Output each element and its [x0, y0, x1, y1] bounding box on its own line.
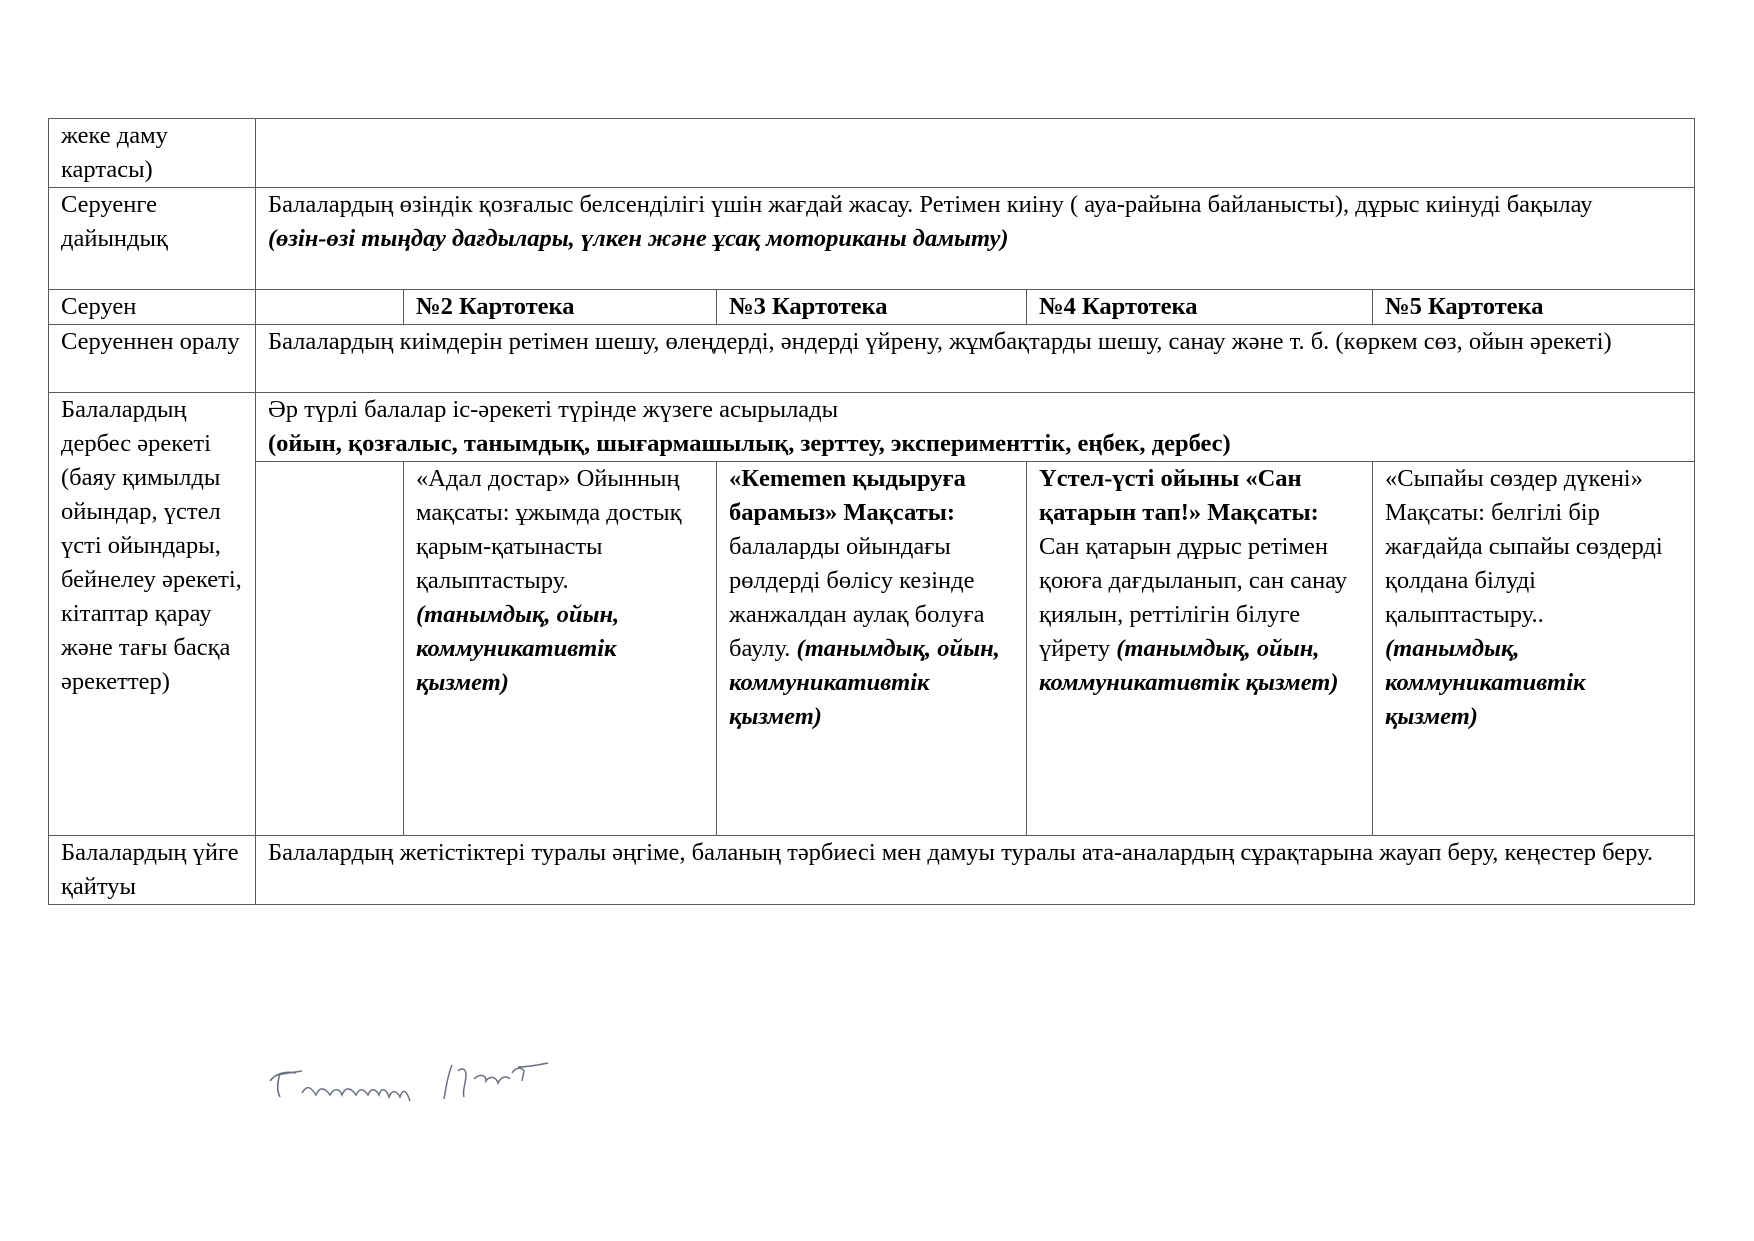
daily-plan-table — [48, 118, 1695, 905]
card-file-2: №2 Картотека — [404, 290, 717, 325]
game-body: балаларды ойындағы рөлдерді бөлісу кезінде жанжалдан аулақ болуға баулу. — [729, 533, 985, 662]
card-file-3: №3 Картотека — [717, 290, 1027, 325]
row-independent-activity — [49, 393, 1695, 462]
game-body: Сан қатарын дұрыс ретімен қоюға дағдыланып, сан санау қиялын, реттілігін білуге үйрету — [1039, 533, 1348, 662]
game-tag: (танымдық, коммуникативтік қызмет) — [1385, 635, 1586, 730]
empty-cell — [256, 290, 404, 325]
row-going-home — [49, 836, 1695, 905]
game-title: «Адал достар» — [416, 465, 571, 492]
walk-prep-note: (өзін-өзі тыңдау дағдылары, үлкен және ұсақ моториканы дамыту) — [268, 225, 1009, 252]
game-cell-3 — [1027, 462, 1373, 836]
return-text: Балалардың киімдерін ретімен шешу, өлеңдерді, әндерді үйрену, жұмбақтарды шешу, санау және т. б. (көркем сөз, ойын әрекеті) — [256, 325, 1695, 393]
empty-cell — [256, 462, 404, 836]
row-label: Серуен — [49, 290, 256, 325]
game-cell-1 — [404, 462, 717, 836]
row-label: Серуенге дайындық — [49, 188, 256, 290]
game-tag: (танымдық, ойын, коммуникативтік қызмет) — [1039, 635, 1339, 696]
walk-prep-text: Балалардың өзіндік қозғалыс белсенділігі үшін жағдай жасау. Ретімен киіну ( ауа-райына байланысты), дұрыс киінуді бақылау — [268, 191, 1593, 218]
game-title: «Сыпайы сөздер дүкені» Мақсаты: — [1385, 465, 1643, 526]
empty-cell — [256, 119, 1695, 188]
handwritten-signature — [262, 1035, 562, 1115]
game-body: Ойынның мақсаты: ұжымда достық қарым-қатынасты қалыптастыру. — [416, 465, 682, 594]
row-label: Балалардың үйге қайтуы — [49, 836, 256, 905]
row-label: Серуеннен оралу — [49, 325, 256, 393]
row-label: жеке даму картасы) — [49, 119, 256, 188]
game-title: Үстел-үсті ойыны «Сан қатарын тап!» Мақсаты: — [1039, 465, 1319, 526]
row-label: Балалардың дербес әрекеті (баяу қимылды ойындар, үстел үсті ойындары, бейнелеу әрекеті, кітаптар қарау және тағы басқа әрекеттер) — [49, 393, 256, 836]
game-cell-2 — [717, 462, 1027, 836]
game-cell-4 — [1373, 462, 1695, 836]
game-tag: (танымдық, ойын, коммуникативтік қызмет) — [729, 635, 1000, 730]
independent-intro — [256, 393, 1695, 462]
game-title: «Кememen қыдыруға барамыз» Мақсаты: — [729, 465, 966, 526]
card-file-5: №5 Картотека — [1373, 290, 1695, 325]
independent-note: (ойын, қозғалыс, танымдық, шығармашылық, зерттеу, эксперименттік, еңбек, дербес) — [268, 430, 1231, 457]
row-games — [49, 462, 1695, 836]
independent-text: Әр түрлі балалар іс-әрекеті түрінде жүзеге асырылады — [268, 396, 839, 423]
walk-prep-content — [256, 188, 1695, 290]
game-tag: (танымдық, ойын, коммуникативтік қызмет) — [416, 601, 620, 696]
row-return-from-walk — [49, 325, 1695, 393]
row-walk — [49, 290, 1695, 325]
row-walk-preparation — [49, 188, 1695, 290]
card-file-4: №4 Картотека — [1027, 290, 1373, 325]
row-individual-map — [49, 119, 1695, 188]
home-text: Балалардың жетістіктері туралы әңгіме, баланың тәрбиесі мен дамуы туралы ата-аналардың сұрақтарына жауап беру, кеңестер беру. — [256, 836, 1695, 905]
game-body: белгілі бір жағдайда сыпайы сөздерді қолдана білуді қалыптастыру.. — [1385, 499, 1663, 628]
